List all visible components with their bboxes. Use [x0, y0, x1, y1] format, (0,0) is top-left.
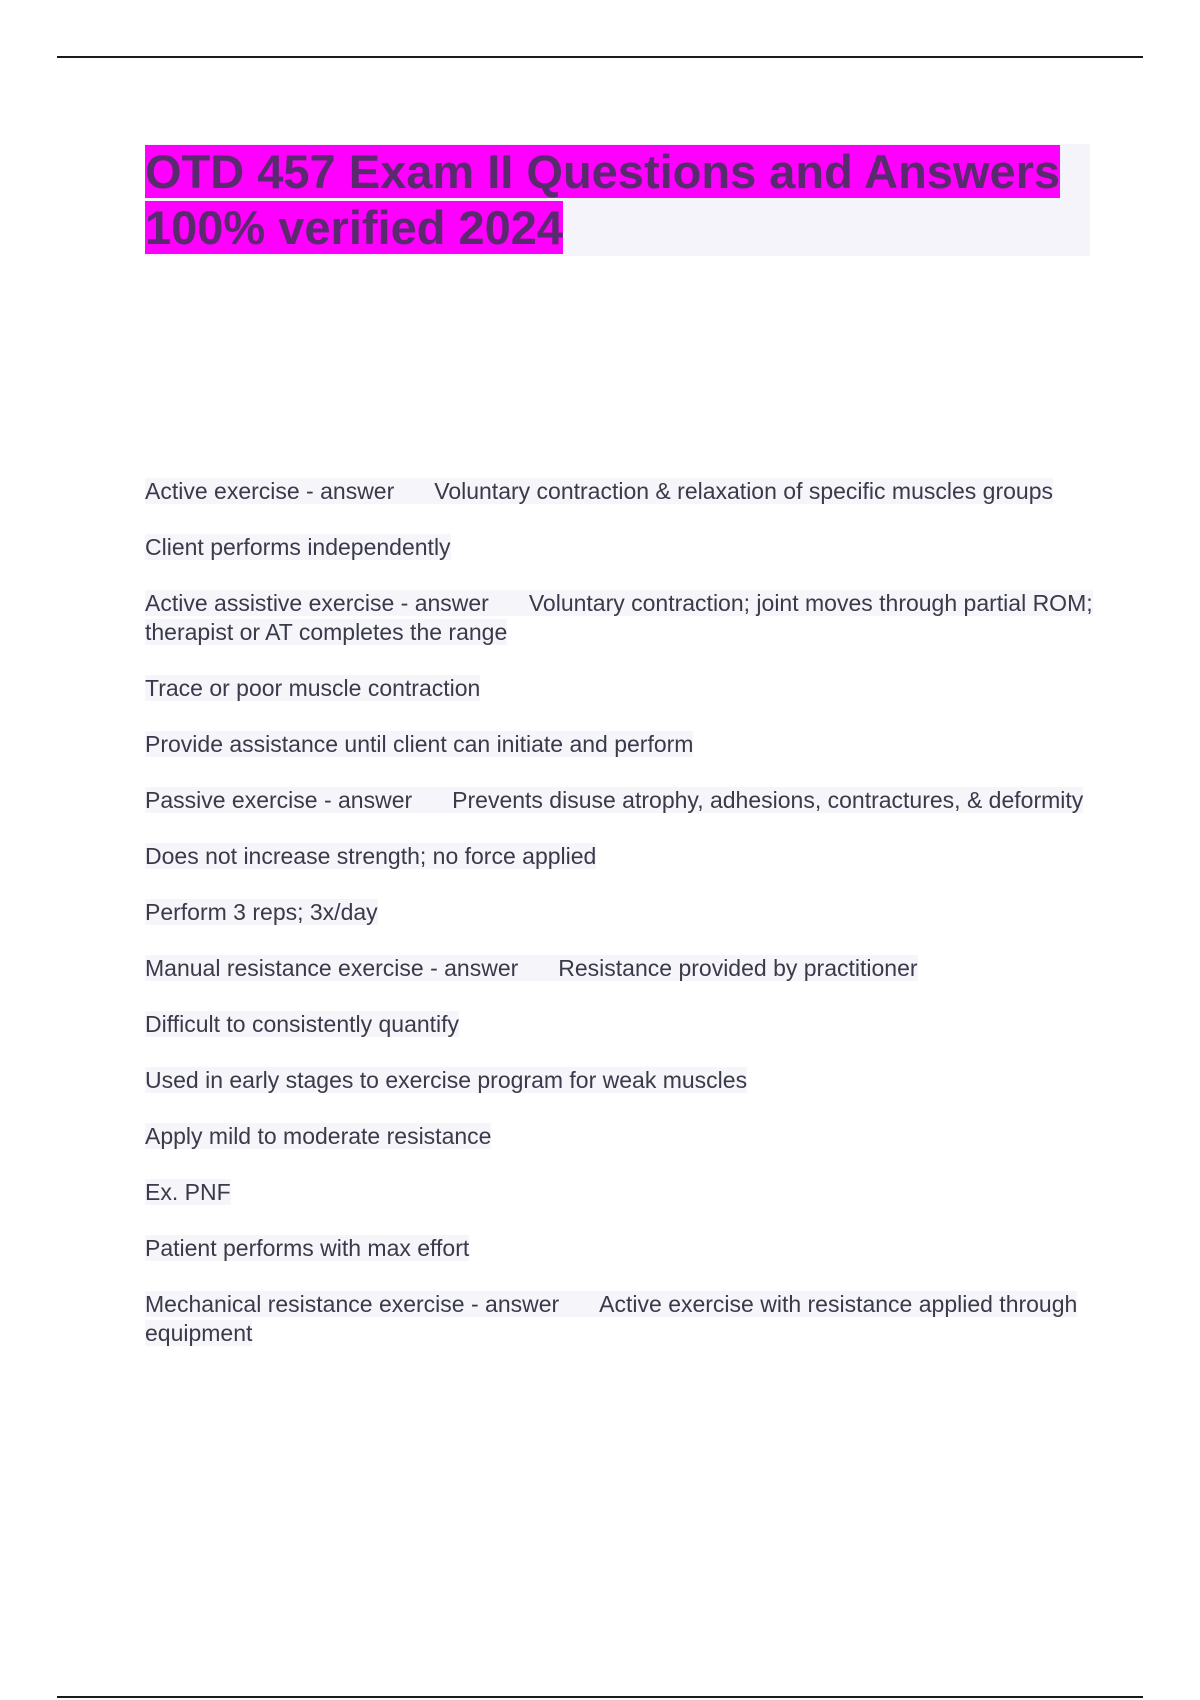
qa-term: Passive exercise - answer — [145, 787, 413, 813]
qa-note-text: Difficult to consistently quantify — [145, 1011, 460, 1037]
qa-definition: Prevents disuse atrophy, adhesions, contractures, & deformity — [452, 787, 1084, 813]
qa-note-text: Perform 3 reps; 3x/day — [145, 899, 378, 925]
qa-definition: Resistance provided by practitioner — [558, 955, 918, 981]
bottom-rule — [57, 1696, 1143, 1698]
qa-item — [145, 589, 1105, 647]
title-block — [145, 144, 1090, 256]
qa-note-text: Patient performs with max effort — [145, 1235, 470, 1261]
qa-definition: Active exercise with resistance applied through equipment — [145, 1291, 1078, 1346]
qa-definition: Voluntary contraction; joint moves through partial ROM; therapist or AT completes the range — [145, 590, 1093, 645]
qa-note — [145, 898, 1105, 927]
qa-item — [145, 954, 1105, 983]
qa-note — [145, 1066, 1105, 1095]
qa-note-text: Used in early stages to exercise program for weak muscles — [145, 1067, 748, 1093]
qa-note-text: Trace or poor muscle contraction — [145, 675, 481, 701]
qa-item — [145, 1290, 1105, 1348]
qa-note-text: Client performs independently — [145, 534, 451, 560]
qa-term: Manual resistance exercise - answer — [145, 955, 519, 981]
top-rule — [57, 56, 1143, 58]
document-title — [145, 144, 1090, 256]
qa-note — [145, 533, 1105, 562]
qa-list — [145, 477, 1105, 1375]
qa-item — [145, 477, 1105, 506]
qa-note — [145, 730, 1105, 759]
qa-note — [145, 1122, 1105, 1151]
qa-note — [145, 842, 1105, 871]
qa-note-text: Apply mild to moderate resistance — [145, 1123, 492, 1149]
qa-note — [145, 1178, 1105, 1207]
qa-note — [145, 674, 1105, 703]
qa-note-text: Provide assistance until client can initiate and perform — [145, 731, 694, 757]
qa-definition: Voluntary contraction & relaxation of specific muscles groups — [434, 478, 1054, 504]
qa-term: Active exercise - answer — [145, 478, 395, 504]
qa-note-text: Does not increase strength; no force applied — [145, 843, 597, 869]
qa-note — [145, 1010, 1105, 1039]
qa-item — [145, 786, 1105, 815]
title-line-1: OTD 457 Exam II Questions and Answers — [145, 145, 1061, 198]
qa-term: Mechanical resistance exercise - answer — [145, 1291, 560, 1317]
qa-term: Active assistive exercise - answer — [145, 590, 489, 616]
qa-note — [145, 1234, 1105, 1263]
title-line-2: 100% verified 2024 — [145, 201, 564, 254]
qa-note-text: Ex. PNF — [145, 1179, 231, 1205]
